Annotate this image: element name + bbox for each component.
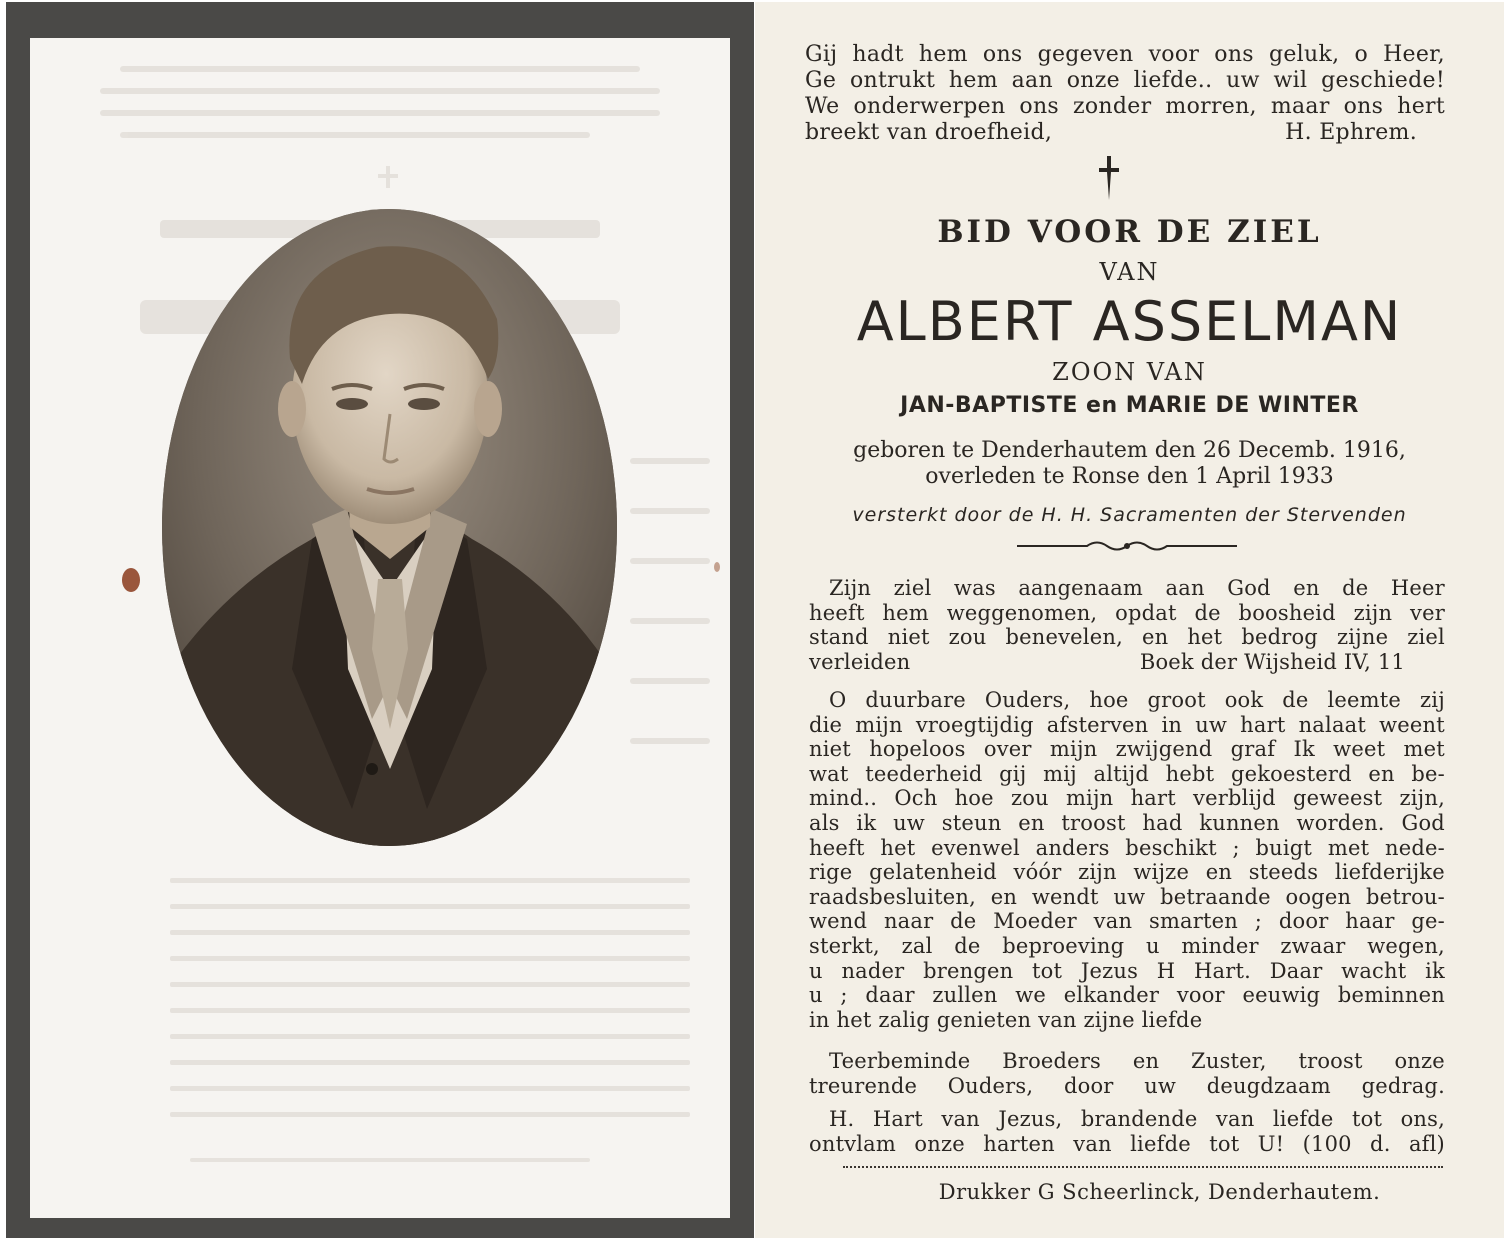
rust-stain-small [714, 562, 720, 572]
text-card [755, 2, 1504, 1238]
text-line: die mijn vroegtijdig afsterven in uw hart nalaat weent [809, 712, 1445, 737]
birth-line: geboren te Denderhautem den 26 Decemb. 1916, [853, 438, 1406, 463]
paragraph-siblings [809, 1049, 1445, 1098]
photo-card [6, 2, 754, 1238]
son-of: ZOON VAN [1052, 358, 1207, 386]
heading-of: VAN [1099, 258, 1160, 286]
text-line: heeft het evenwel anders beschikt ; buigt met nede- [809, 835, 1445, 860]
printer-credit: Drukker G Scheerlinck, Denderhautem. [938, 1180, 1381, 1204]
verse-line: breekt van droefheid, [805, 120, 1053, 145]
text-line: heeft hem weggenomen, opdat de boosheid zijn ver [809, 600, 1445, 625]
verse-attribution: H. Ephrem. [1285, 120, 1417, 145]
paragraph-parents [809, 688, 1445, 1032]
scripture-reference: Boek der Wijsheid IV, 11 [1139, 649, 1405, 674]
text-line: Teerbeminde Broeders en Zuster, troost onze [829, 1049, 1445, 1073]
text-line: ontvlam onze harten van liefde tot U! (100 d. afl) [809, 1131, 1445, 1156]
verse-line-last [805, 120, 1445, 146]
text-line: stand niet zou benevelen, en het bedrog zijne ziel [809, 625, 1445, 650]
text-line: mind.. Och hoe zou mijn hart verblijd geweest zijn, [809, 786, 1445, 811]
paragraph-scripture [809, 576, 1445, 674]
opening-verse [805, 42, 1445, 146]
ornament-divider-icon [1017, 537, 1237, 555]
text-fragment: verleiden [809, 649, 911, 674]
death-line: overleden te Ronse den 1 April 1933 [925, 464, 1334, 489]
text-line-last [809, 650, 1445, 675]
heading-pray: BID VOOR DE ZIEL [937, 214, 1322, 250]
portrait-illustration [162, 209, 617, 846]
sacraments-line: versterkt door de H. H. Sacramenten der Stervenden [852, 504, 1407, 526]
text-line: wend naar de Moeder van smarten ; door haar ge- [809, 909, 1445, 934]
rust-stain [122, 568, 140, 592]
text-line-last: in het zalig genieten van zijne liefde [809, 1007, 1203, 1032]
photo-card-paper [30, 38, 730, 1218]
verse-line: Ge ontrukt hem aan onze liefde.. uw wil geschiede! [805, 68, 1445, 93]
text-line: raadsbesluiten, en wendt uw betraande oogen betrou- [809, 884, 1445, 909]
parents-names: JAN-BAPTISTE en MARIE DE WINTER [900, 393, 1359, 418]
dotted-divider [843, 1166, 1443, 1168]
deceased-name: ALBERT ASSELMAN [856, 290, 1403, 353]
text-line: wat teederheid gij mij altijd hebt gekoesterd en be- [809, 761, 1445, 786]
text-line: u ; daar zullen we elkander voor eeuwig beminnen [809, 983, 1445, 1008]
text-line: treurende Ouders, door uw deugdzaam gedrag. [809, 1073, 1445, 1098]
text-line: sterkt, zal de beproeving u minder zwaar wegen, [809, 933, 1445, 958]
text-line: Zijn ziel was aangenaam aan God en de Heer [829, 576, 1445, 600]
verse-line: We onderwerpen ons zonder morren, maar ons hert [805, 94, 1445, 119]
paragraph-prayer [809, 1107, 1445, 1156]
text-line: u nader brengen tot Jezus H Hart. Daar wacht ik [809, 958, 1445, 983]
verse-line: Gij hadt hem ons gegeven voor ons geluk, o Heer, [805, 42, 1445, 67]
text-line: niet hopeloos over mijn zwijgend graf Ik weet met [809, 737, 1445, 762]
text-line: H. Hart van Jezus, brandende van liefde tot ons, [829, 1107, 1445, 1131]
text-line: als ik uw steun en troost had kunnen worden. God [809, 810, 1445, 835]
text-line: rige gelatenheid vóór zijn wijze en steeds liefderijke [809, 860, 1445, 885]
cross-icon [1097, 156, 1121, 200]
portrait-photo [162, 209, 617, 846]
text-line: O duurbare Ouders, hoe groot ook de leemte zij [829, 688, 1445, 712]
